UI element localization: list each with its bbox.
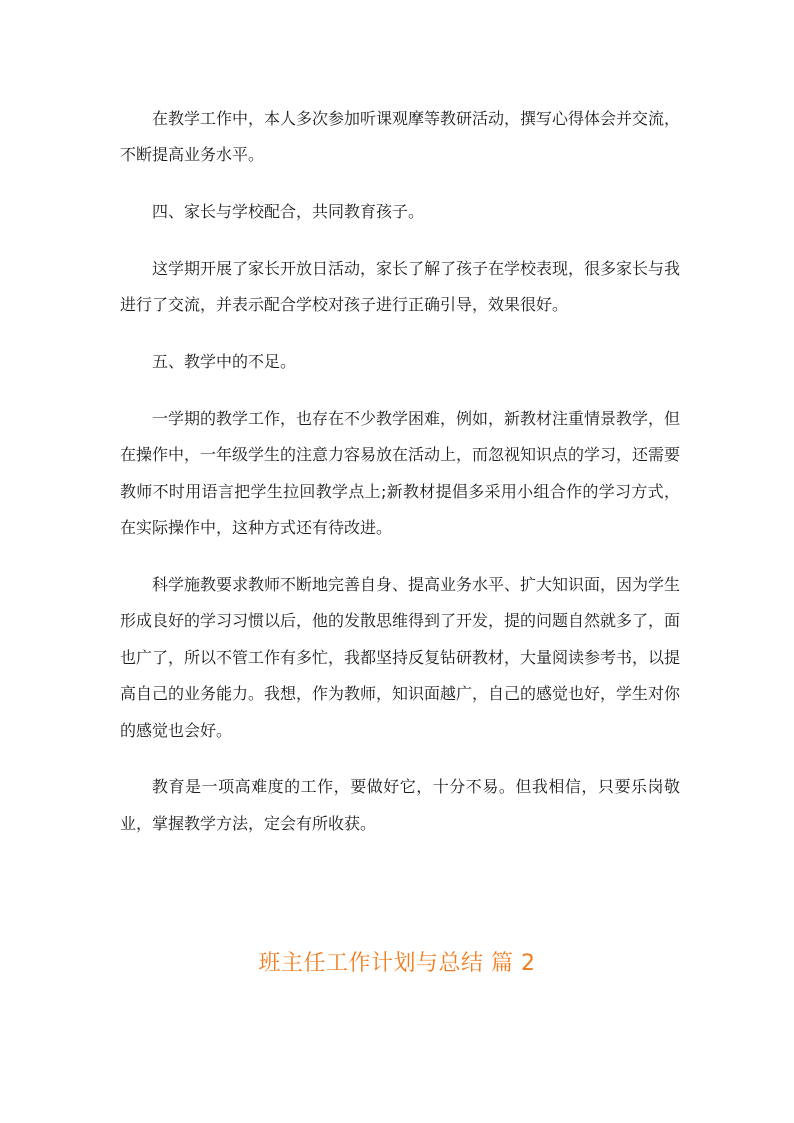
section-heading: 班主任工作计划与总结 篇 2 — [258, 951, 536, 976]
paragraph-section-four-title: 四、家长与学校配合，共同教育孩子。 — [152, 202, 425, 222]
paragraph-parent-open-day: 这学期开展了家长开放日活动，家长了解了孩子在学校表现，很多家长与我进行了交流，并表示配合学校对孩子进行正确引导，效果很好。 — [120, 259, 681, 315]
document-body — [120, 101, 680, 863]
paragraph-teaching-difficulties: 一学期的教学工作，也存在不少教学困难，例如，新教材注重情景教学，但在操作中，一年级学生的注意力容易放在活动上，而忽视知识点的学习，还需要教师不时用语言把学生拉回教学点上;新教材提倡多采用小组合作的学习方式，在实际操作中，这种方式还有待改进。 — [120, 409, 681, 538]
paragraph-teaching-research: 在教学工作中，本人多次参加听课观摩等教研活动，撰写心得体会并交流，不断提高业务水平。 — [120, 109, 681, 165]
paragraph-section-five-title: 五、教学中的不足。 — [152, 352, 297, 372]
paragraph-conclusion: 教育是一项高难度的工作，要做好它，十分不易。但我相信，只要乐岗敬业，掌握教学方法，定会有所收获。 — [120, 777, 680, 833]
paragraph-scientific-teaching: 科学施教要求教师不断地完善自身、提高业务水平、扩大知识面，因为学生形成良好的学习习惯以后，他的发散思维得到了开发，提的问题自然就多了，面也广了，所以不管工作有多忙，我都坚持反复钻研教材，大量阅读参考书，以提高自己的业务能力。我想，作为教师，知识面越广，自己的感觉也好，学生对你的感觉也会好。 — [120, 575, 681, 740]
